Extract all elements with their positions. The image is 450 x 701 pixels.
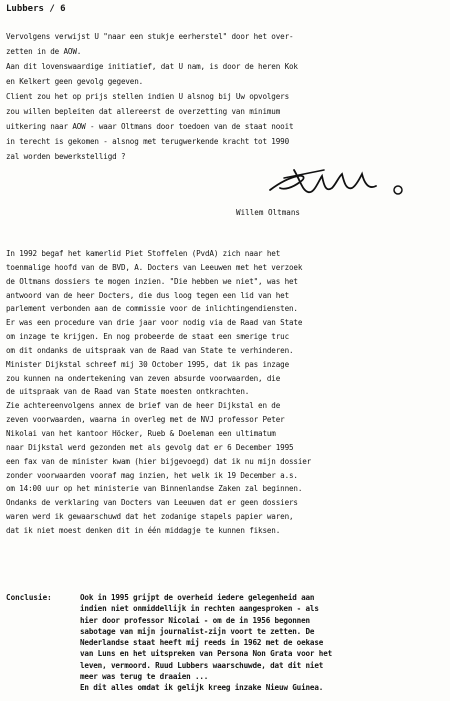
text-line: sabotage van mijn journalist-zijn voort te zetten. De xyxy=(80,626,315,636)
text-line: Nederlandse staat heeft mij reeds in 1962 met de oekase xyxy=(80,638,324,648)
text-line: om 14:00 uur op het ministerie van Binnenlandse Zaken zal beginnen. xyxy=(6,484,303,494)
text-line: uitkering naar AOW - waar Oltmans door toedoen van de staat nooit xyxy=(6,122,294,131)
text-line: In 1992 begaf het kamerlid Piet Stoffelen (PvdA) zich naar het xyxy=(6,249,281,258)
text-line: van Luns en het uitspreken van Persona Non Grata voor het xyxy=(80,649,333,659)
text-line: in terecht is gekomen - alsnog met terugwerkende kracht tot 1990 xyxy=(6,137,289,146)
text-line: antwoord van de heer Docters, die dus loog tegen een lid van het xyxy=(6,290,289,300)
text-line: de Oltmans dossiers te mogen inzien. "Die hebben we niet", was het xyxy=(6,276,298,286)
text-line: de uitspraak van de Raad van State moesten ontkrachten. xyxy=(6,387,250,397)
text-line: hier door professor Nicolai - om de in 1956 begonnen xyxy=(80,615,310,625)
text-line: Client zou het op prijs stellen indien U alsnog bij Uw opvolgers xyxy=(6,92,289,101)
text-line: zal worden bewerkstelligd ? xyxy=(6,152,126,161)
text-line: een fax van de minister kwam (hier bijgevoegd) dat ik nu mijn dossier xyxy=(6,456,312,466)
text-line: Aan dit lovenswaardige initiatief, dat U nam, is door de heren Kok xyxy=(6,62,298,71)
text-line: naar Dijkstal werd gezonden met als gevolg dat er 6 December 1995 xyxy=(6,442,294,452)
conclusion-label: Conclusie: xyxy=(6,593,52,602)
text-line: Zie achtereenvolgens annex de brief van de heer Dijkstal en de xyxy=(6,401,281,411)
text-line: zou willen bepleiten dat allereerst de overzetting van minimum xyxy=(6,107,281,116)
paragraph-dossiers xyxy=(6,247,442,538)
text-line: Er was een procedure van drie jaar voor nodig via de Raad van State xyxy=(6,318,303,328)
text-line: indien niet onmiddellijk in rechten aangesproken - als xyxy=(80,604,319,614)
text-line: Minister Dijkstal schreef mij 30 October 1995, dat ik pas inzage xyxy=(6,359,289,369)
text-line: om dit ondanks de uitspraak van de Raad van State te verhinderen. xyxy=(6,345,294,355)
text-line: zeven voorwaarden, waarna in overleg met de NVJ professor Peter xyxy=(6,415,285,425)
text-line: Ook in 1995 grijpt de overheid iedere gelegenheid aan xyxy=(80,593,315,602)
conclusion-text xyxy=(80,592,444,694)
text-line: zonder voorwaarden vooraf mag inzien, het welk ik 19 December a.s. xyxy=(6,470,298,480)
paragraph-aow xyxy=(6,29,442,164)
text-line: Ondanks de verklaring van Docters van Leeuwen dat er geen dossiers xyxy=(6,498,298,508)
text-line: en Kelkert geen gevolg gegeven. xyxy=(6,77,144,86)
text-line: waren werd ik gewaarschuwd dat het zodanige stapels papier waren, xyxy=(6,512,294,522)
text-line: parlement verbonden aan de commissie voor de inlichtingendiensten. xyxy=(6,304,298,314)
text-line: En dit alles omdat ik gelijk kreeg inzake Nieuw Guinea. xyxy=(80,683,324,693)
text-line: dat ik niet moest denken dit in één middagje te kunnen fiksen. xyxy=(6,525,281,535)
text-line: toenmalige hoofd van de BVD, A. Docters van Leeuwen met het verzoek xyxy=(6,262,303,272)
text-line: Nikolai van het kantoor Höcker, Rueb & Doeleman een ultimatum xyxy=(6,428,276,438)
text-line: meer was terug te draaien ... xyxy=(80,672,209,682)
text-line: zou kunnen na ondertekening van zeven absurde voorwaarden, die xyxy=(6,373,281,383)
handwritten-signature xyxy=(264,164,414,204)
text-line: leven, vermoord. Ruud Lubbers waarschuwde, dat dit niet xyxy=(80,660,324,670)
signature-name: Willem Oltmans xyxy=(236,208,301,217)
page-header: Lubbers / 6 xyxy=(6,4,66,14)
text-line: zetten in de AOW. xyxy=(6,47,82,56)
text-line: Vervolgens verwijst U "naar een stukje eerherstel" door het over- xyxy=(6,32,294,41)
text-line: om inzage te krijgen. En nog probeerde de staat een smerige truc xyxy=(6,332,289,342)
